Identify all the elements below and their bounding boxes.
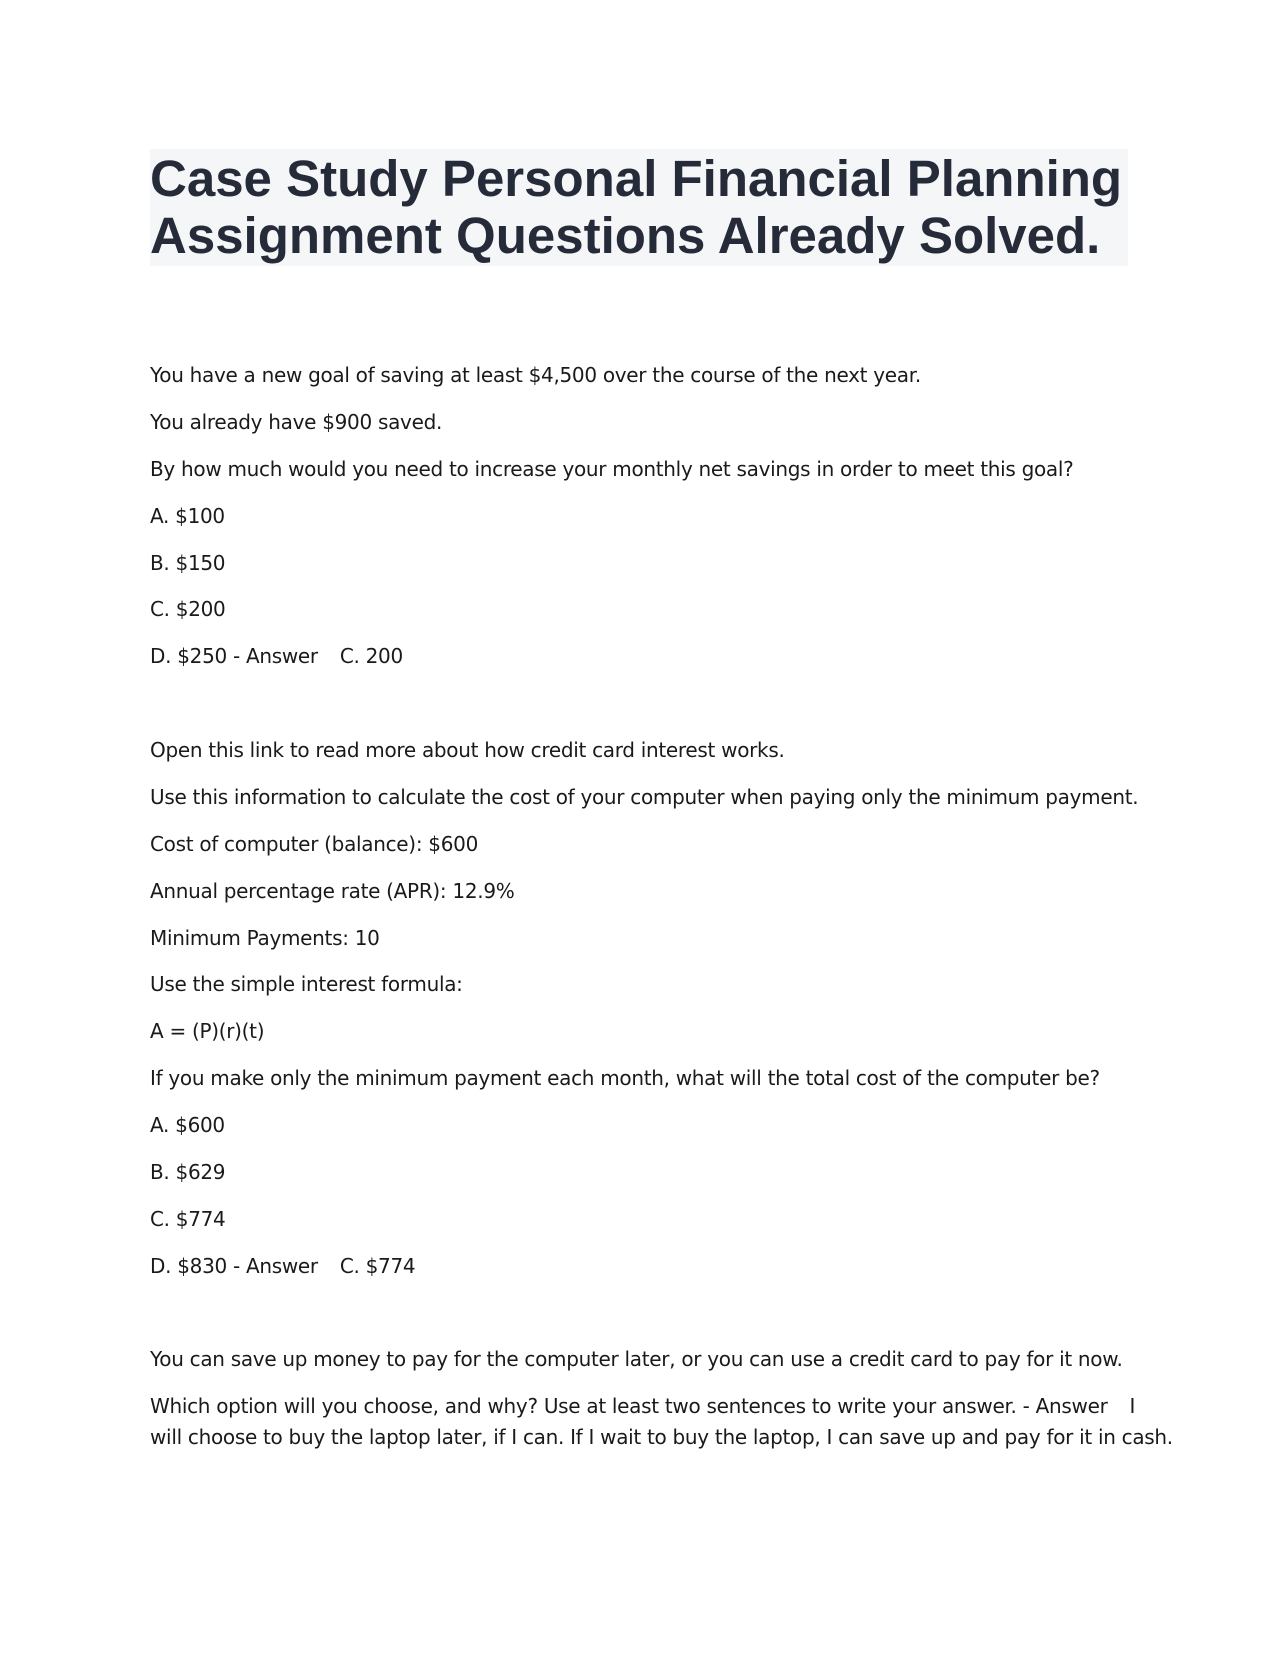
q3-question-row [150,1392,1135,1420]
q1-option-d: D. $250 - Answer [150,644,318,668]
document-title [150,149,1128,266]
q2-intro-2: Use this information to calculate the cost of your computer when paying only the minimum payment. [150,785,1139,809]
q1-answer: C. 200 [339,644,403,668]
q2-apr: Annual percentage rate (APR): 12.9% [150,879,515,903]
q3-question: Which option will you choose, and why? Use at least two sentences to write your answer. - Answer [150,1394,1108,1418]
q3-intro: You can save up money to pay for the computer later, or you can use a credit card to pay for it now. [150,1347,1123,1371]
q2-formula: A = (P)(r)(t) [150,1019,265,1043]
q2-intro-1: Open this link to read more about how credit card interest works. [150,738,785,762]
q2-payments: Minimum Payments: 10 [150,926,380,950]
q2-option-b: B. $629 [150,1160,226,1184]
q2-cost: Cost of computer (balance): $600 [150,832,479,856]
title-line-1: Case Study Personal Financial Planning [150,150,1123,207]
q2-question: If you make only the minimum payment each month, what will the total cost of the computer be? [150,1066,1100,1090]
q2-answer: C. $774 [339,1254,416,1278]
q1-option-b: B. $150 [150,551,226,575]
q2-option-d: D. $830 - Answer [150,1254,318,1278]
q1-option-d-row [150,642,403,670]
q2-option-d-row [150,1252,415,1280]
q3-answer: will choose to buy the laptop later, if I can. If I wait to buy the laptop, I can save up and pay for it in cash. [150,1425,1173,1449]
q2-option-a: A. $600 [150,1113,225,1137]
q1-intro-2: You already have $900 saved. [150,410,443,434]
title-line-2: Assignment Questions Already Solved. [150,207,1101,264]
q2-formula-label: Use the simple interest formula: [150,972,463,996]
q3-answer-start: I [1129,1394,1136,1418]
q1-option-a: A. $100 [150,504,225,528]
q1-option-c: C. $200 [150,597,226,621]
q1-question: By how much would you need to increase your monthly net savings in order to meet this goal? [150,457,1074,481]
q1-intro-1: You have a new goal of saving at least $4,500 over the course of the next year. [150,363,921,387]
q2-option-c: C. $774 [150,1207,226,1231]
